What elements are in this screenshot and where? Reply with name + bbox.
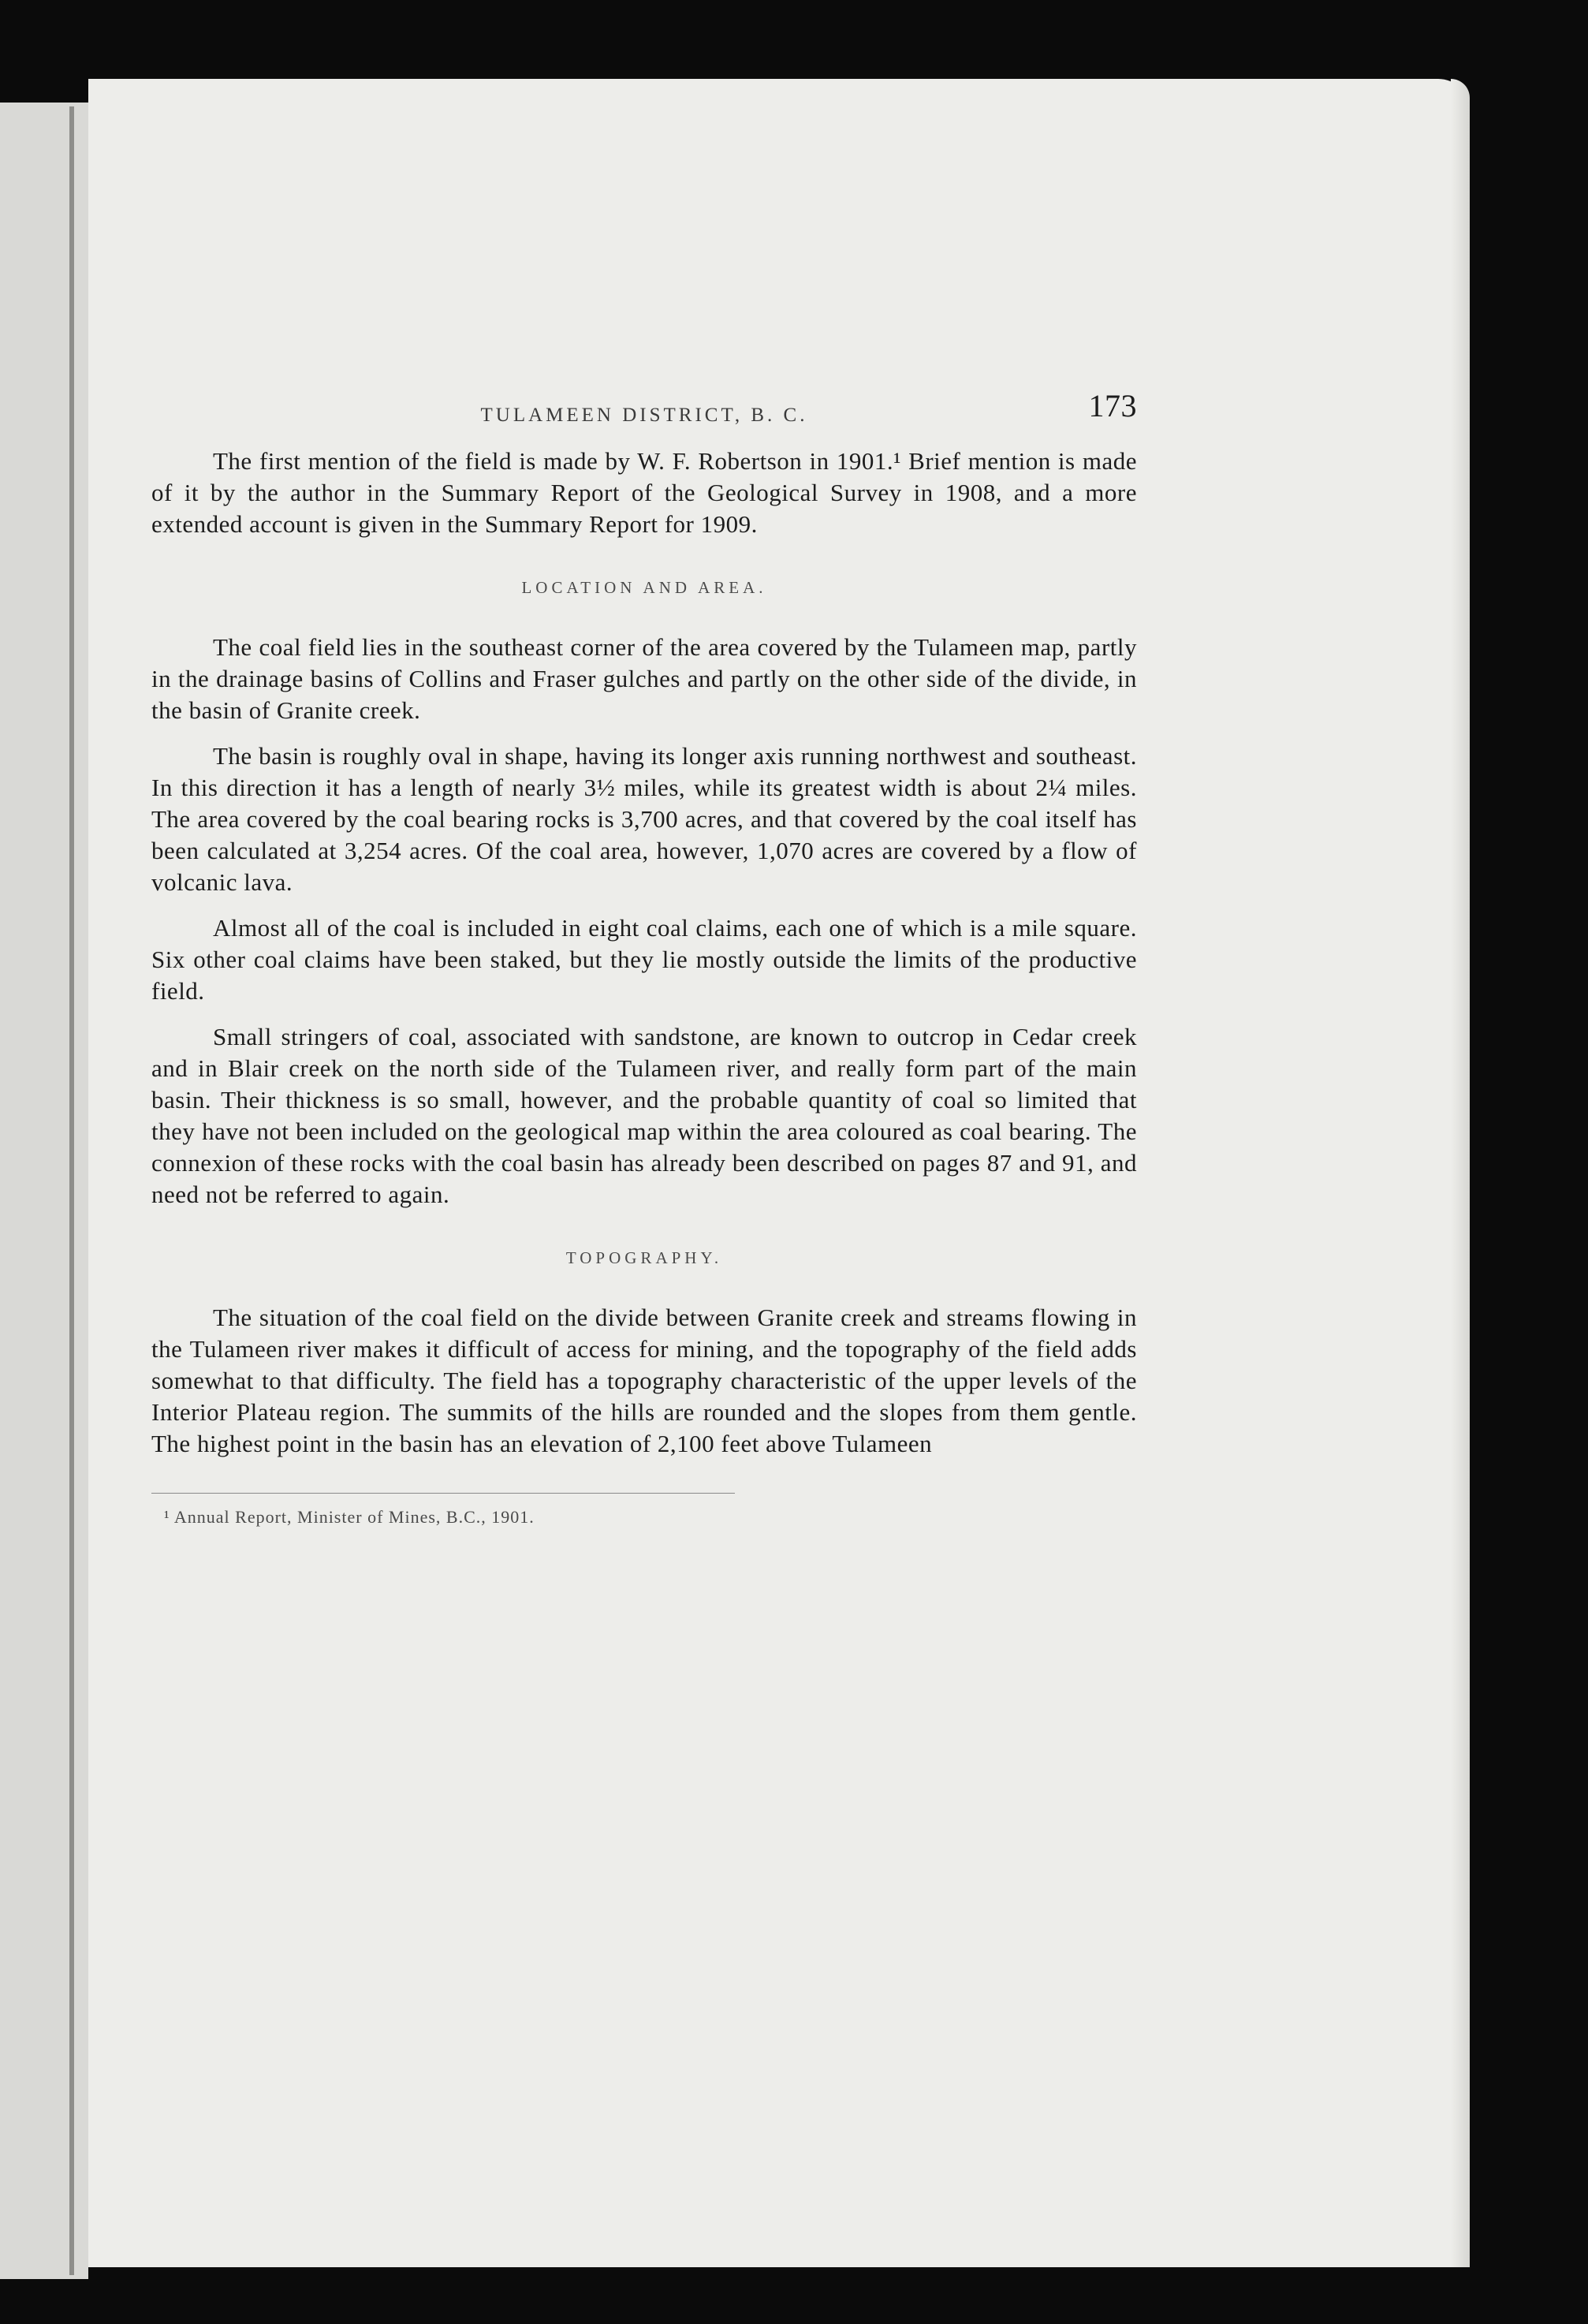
section-heading-topography: TOPOGRAPHY. (565, 1248, 723, 1267)
footnote-rule (151, 1493, 735, 1494)
page-text-body (151, 390, 1137, 1533)
adjacent-page-strip (0, 103, 88, 2279)
location-paragraph-2: The basin is roughly oval in shape, having its longer axis running northwest and southeast. In this direction it has a length of nearly 3½ miles, while its greatest width is about 2¼ miles. The area covered by the coal bearing rocks is 3,700 acres, and that covered by the coal itself has been calculated at 3,254 acres. Of the coal area, however, 1,070 acres are covered by a flow of volcanic lava. (151, 742, 1137, 896)
section-heading-location: LOCATION AND AREA. (521, 578, 767, 597)
adjacent-page-edge (69, 106, 74, 2275)
location-paragraph-3: Almost all of the coal is included in eight coal claims, each one of which is a mile square. Six other coal claims have been staked, but they lie mostly outside the limits of the productive field. (151, 914, 1137, 1005)
location-paragraph-1: The coal field lies in the southeast corner of the area covered by the Tulameen map, partly in the drainage basins of Collins and Fraser gulches and partly on the other side of the divide, in the basin of Granite creek. (151, 633, 1137, 724)
topography-paragraph-1: The situation of the coal field on the divide between Granite creek and streams flowing in the Tulameen river makes it difficult of access for mining, and the topography of the field adds somewhat to that difficulty. The field has a topography characteristic of the upper levels of the Interior Plateau region. The summits of the hills are rounded and the slopes from them gentle. The highest point in the basin has an elevation of 2,100 feet above Tulameen (151, 1304, 1137, 1457)
page-edge-shadow (1451, 79, 1470, 2267)
running-header (151, 390, 1137, 435)
page-number: 173 (1088, 388, 1137, 423)
running-title: TULAMEEN DISTRICT, B. C. (480, 405, 808, 426)
location-paragraph-4: Small stringers of coal, associated with sandstone, are known to outcrop in Cedar creek and in Blair creek on the north side of the Tulameen river, and really form part of the main basin. Their thickness is so small, however, and the probable quantity of coal so limited that they have not been included on the geological map within the area coloured as coal bearing. The connexion of these rocks with the coal basin has already been described on pages 87 and 91, and need not be referred to again. (151, 1023, 1137, 1208)
intro-paragraph: The first mention of the field is made by W. F. Robertson in 1901.¹ Brief mention is made of it by the author in the Summary Report of the Geological Survey in 1908, and a more extended account is given in the Summary Report for 1909. (151, 447, 1137, 538)
footnote: ¹ Annual Report, Minister of Mines, B.C., 1901. (164, 1507, 535, 1527)
